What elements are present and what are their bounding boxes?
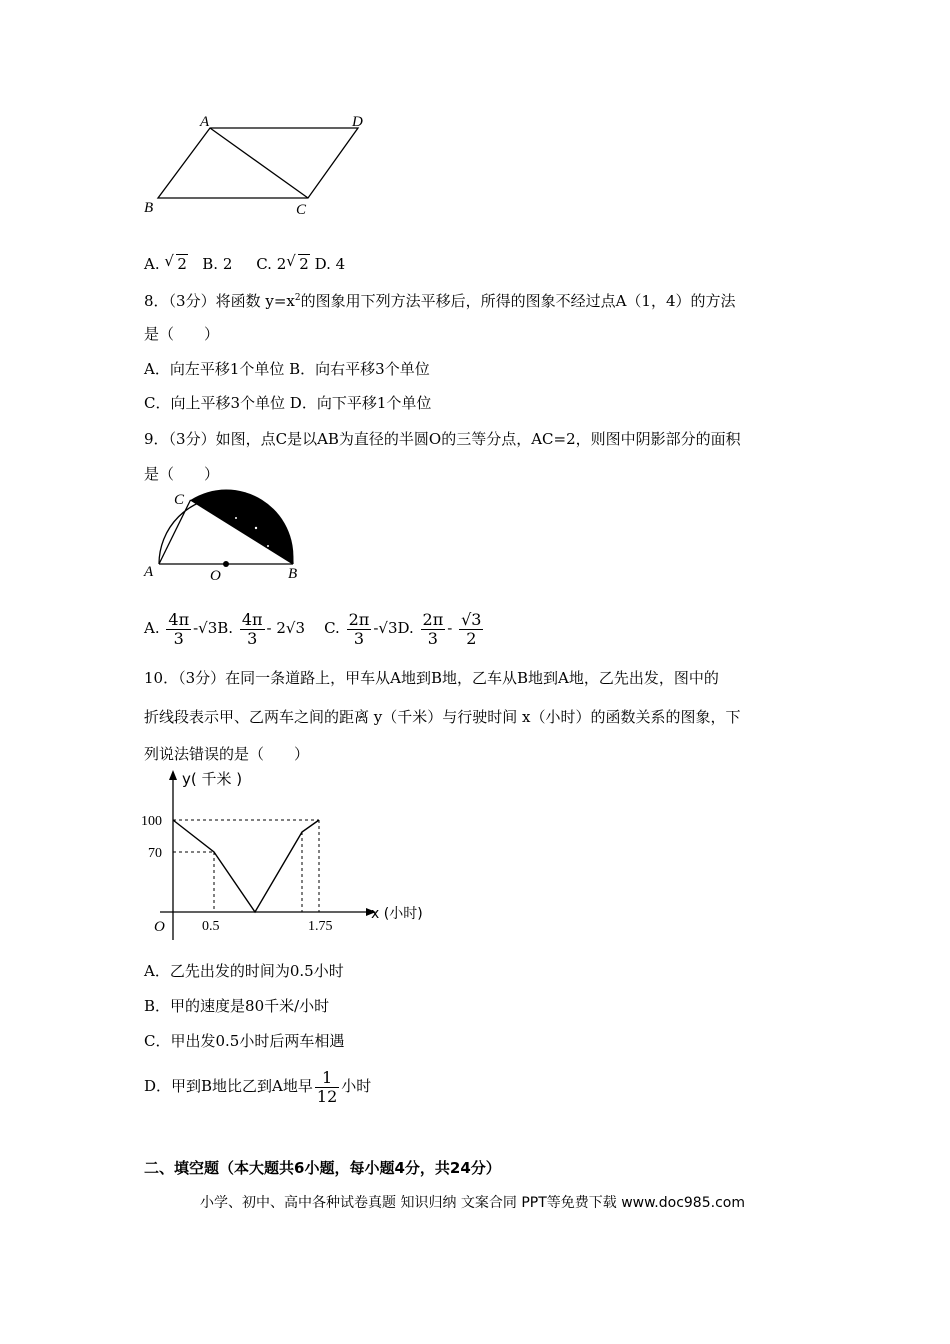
x-axis-label: x (小时) [371, 906, 423, 922]
q8-stem-line2: 是（ ） [144, 325, 220, 343]
q9-options: A. $\frac{4\pi}{3}$ -√3B. $\frac{4\pi}{3}$ - 2√3 C. $\frac{2\pi}{3}$ -√3D. $\frac{2\pi}{3}$ - $\frac{√3}{2}$ [144, 609, 482, 648]
fraction: $\frac{4\pi}{3}$ [241, 609, 263, 648]
label-B: B [144, 200, 154, 216]
q9-stem-line2: 是（ ） [144, 465, 220, 483]
fraction: $\frac{√3}{2}$ [461, 609, 482, 648]
q9-stem-line1: 9．（3分）如图，点C是以AB为直径的半圆O的三等分点，AC=2，则图中阴影部分的面积 [144, 430, 741, 448]
q8-stem-line1: 8．（3分）将函数 $y=x^2$的图象用下列方法平移后，所得的图象不经过点A（1，4）的方法 [144, 292, 736, 310]
q10-option-c: C．甲出发0.5小时后两车相遇 [144, 1032, 345, 1050]
tick-label-1.75: 1.75 [308, 919, 333, 934]
fraction: $\frac{2\pi}{3}$ [348, 609, 370, 648]
label-A: A [200, 114, 210, 130]
tick-label-70: 70 [148, 846, 162, 861]
parallelogram-figure [130, 110, 380, 220]
q7-options: A. √ 2 B. 2 C. 2 √ 2 D. 4 [144, 252, 346, 273]
fraction: $\frac{2\pi}{3}$ [422, 609, 444, 648]
label-C: C [174, 492, 185, 508]
fraction: $\frac{4\pi}{3}$ [168, 609, 190, 648]
label-A: A [144, 564, 154, 580]
tick-label-100: 100 [141, 814, 162, 829]
origin-label: O [154, 919, 165, 935]
label-D: D [352, 114, 363, 130]
distance-time-graph [138, 768, 438, 948]
label-B: B [288, 566, 298, 582]
q10-option-d: D．甲到B地比乙到A地早 $\frac{1}{12}$ 小时 [144, 1067, 372, 1106]
sqrt-expr: √ 2 [164, 252, 187, 273]
sqrt-expr: √ 2 [286, 252, 309, 273]
section-title: 二、填空题（本大题共6小题，每小题4分，共24分） [144, 1159, 501, 1177]
q10-stem-line3: 列说法错误的是（ ） [144, 745, 310, 763]
q8-options-ab: A．向左平移1个单位 B．向右平移3个单位 [144, 360, 430, 378]
label-O: O [210, 568, 221, 583]
y-axis-label: y( 千米 ) [182, 770, 243, 788]
q10-stem-line2: 折线段表示甲、乙两车之间的距离 y（千米）与行驶时间 x（小时）的函数关系的图象，下 [144, 708, 741, 726]
label-C: C [296, 202, 307, 218]
q10-option-b: B．甲的速度是80千米/小时 [144, 997, 330, 1015]
fraction: $\frac{1}{12}$ [316, 1067, 338, 1106]
footer-text: 小学、初中、高中各种试卷真题 知识归纳 文案合同 PPT等免费下载 www.doc985.com [200, 1195, 745, 1211]
semicircle-figure [138, 488, 313, 583]
q8-options-cd: C．向上平移3个单位 D．向下平移1个单位 [144, 394, 432, 412]
q10-stem-line1: 10．（3分）在同一条道路上，甲车从A地到B地，乙车从B地到A地，乙先出发，图中的 [144, 669, 719, 687]
tick-label-0.5: 0.5 [202, 919, 220, 934]
q10-option-a: A．乙先出发的时间为0.5小时 [144, 962, 344, 980]
